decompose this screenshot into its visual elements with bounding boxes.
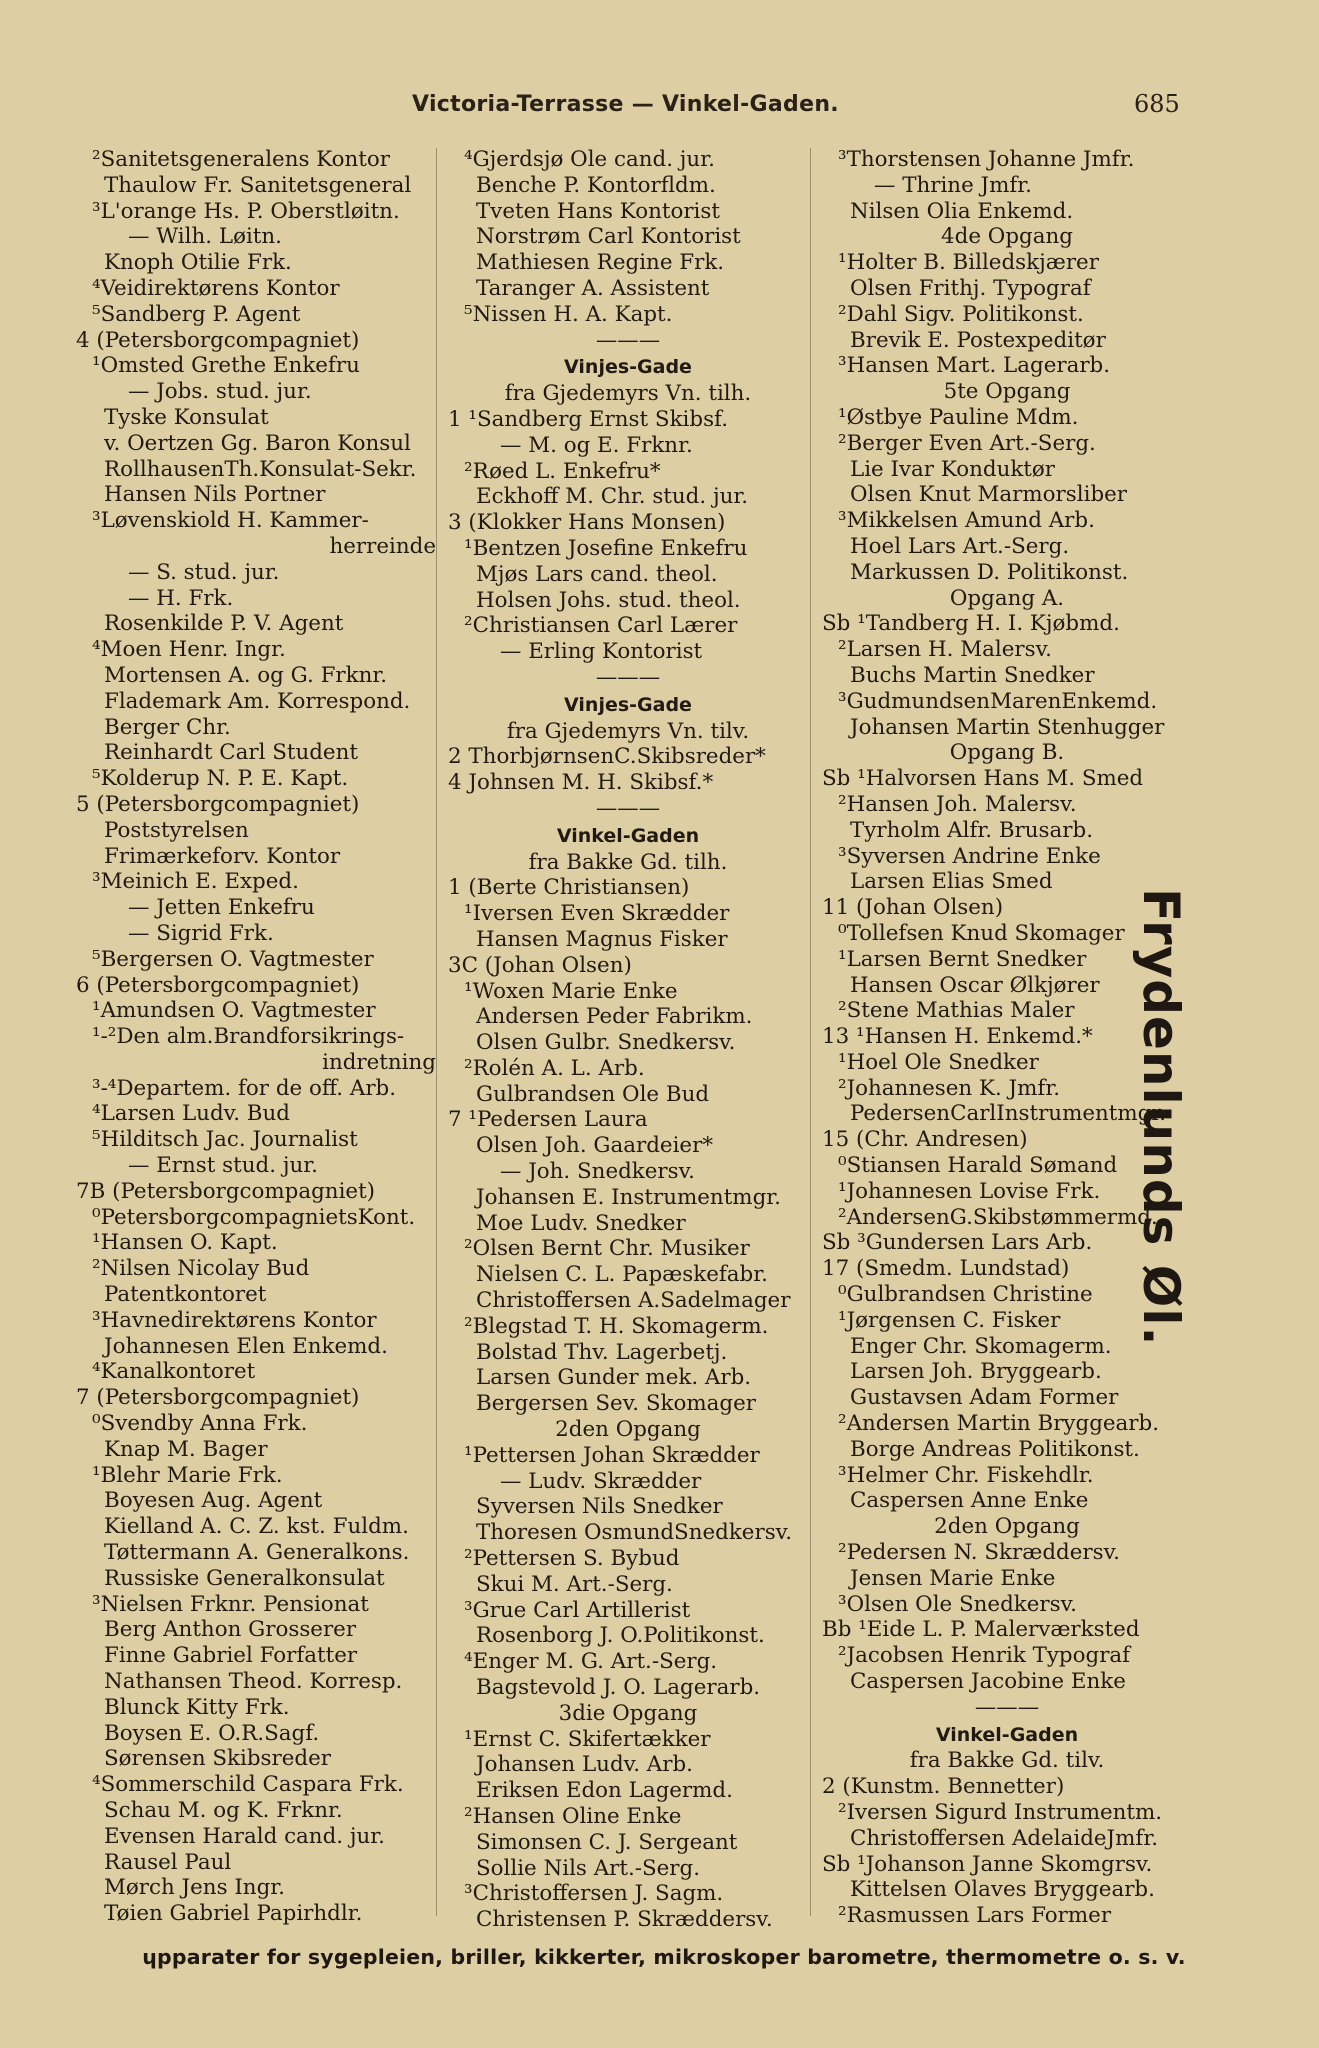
directory-line: ²Berger Even Art.-Serg. [838, 430, 1096, 456]
directory-line: — Sigrid Frk. [128, 920, 274, 946]
directory-line: Skui M. Art.-Serg. [476, 1571, 673, 1597]
directory-line: ¹Omsted Grethe Enkefru [92, 353, 360, 379]
directory-line: 1 ¹Sandberg Ernst Skibsf. [448, 406, 728, 432]
directory-line: Holsen Johs. stud. theol. [476, 587, 741, 613]
directory-line: Berger Chr. [104, 714, 231, 740]
directory-line: Markussen D. Politikonst. [850, 559, 1129, 585]
directory-line: Sb ¹Halvorsen Hans M. Smed [822, 766, 1144, 792]
directory-line: Vinkel-Gaden [556, 824, 700, 847]
directory-line: ⁴Moen Henr. Ingr. [92, 637, 286, 663]
directory-line: ⁵Nissen H. A. Kapt. [464, 301, 673, 327]
directory-line: ⁰Stiansen Harald Sømand [838, 1153, 1118, 1179]
directory-line: Tøien Gabriel Papirhdlr. [104, 1901, 363, 1927]
directory-line: ¹Johannesen Lovise Frk. [838, 1178, 1101, 1204]
directory-line: — M. og E. Frknr. [500, 432, 693, 458]
directory-line: ¹Hoel Ole Snedker [838, 1049, 1039, 1075]
directory-line: Caspersen Anne Enke [850, 1488, 1089, 1514]
directory-line: Syversen Nils Snedker [476, 1494, 723, 1520]
directory-line: ²Pettersen S. Bybud [464, 1546, 680, 1572]
directory-line: ²Røed L. Enkefru* [464, 458, 661, 484]
directory-line: ¹Holter B. Billedskjærer [838, 250, 1099, 276]
directory-line: ¹Jørgensen C. Fisker [838, 1307, 1061, 1333]
directory-line: ⁴Enger M. G. Art.-Serg. [464, 1649, 718, 1675]
directory-line: ¹Hansen O. Kapt. [92, 1230, 278, 1256]
directory-line: indretning [322, 1049, 436, 1075]
directory-line: Blunck Kitty Frk. [104, 1694, 290, 1720]
page-number: 685 [1134, 90, 1180, 118]
directory-line: Johansen E. Instrumentmgr. [476, 1184, 781, 1210]
directory-line: ²Olsen Bernt Chr. Musiker [464, 1236, 750, 1262]
directory-line: Moe Ludv. Snedker [476, 1210, 686, 1236]
directory-line: ²Christiansen Carl Lærer [464, 613, 738, 639]
directory-line: ——— [974, 1694, 1040, 1720]
directory-line: Thaulow Fr. Sanitetsgeneral [104, 172, 412, 198]
directory-line: Olsen Joh. Gaardeier* [476, 1133, 714, 1159]
directory-line: Nielsen C. L. Papæskefabr. [476, 1262, 768, 1288]
directory-line: Rosenkilde P. V. Agent [104, 611, 344, 637]
directory-line: 7 ¹Pedersen Laura [448, 1107, 648, 1133]
directory-line: 2 (Kunstm. Bennetter) [822, 1774, 1065, 1800]
directory-line: ³Syversen Andrine Enke [838, 843, 1101, 869]
directory-line: fra Gjedemyrs Vn. tilh. [504, 381, 752, 407]
directory-line: Kielland A. C. Z. kst. Fuldm. [104, 1514, 409, 1540]
directory-line: fra Bakke Gd. tilh. [528, 849, 728, 875]
directory-line: fra Bakke Gd. tilv. [909, 1748, 1105, 1774]
directory-line: ³Hansen Mart. Lagerarb. [838, 353, 1111, 379]
directory-line: ¹Østbye Pauline Mdm. [838, 404, 1079, 430]
directory-line: Lie Ivar Konduktør [850, 456, 1056, 482]
directory-line: 15 (Chr. Andresen) [822, 1127, 1028, 1153]
directory-line: Russiske Generalkonsulat [104, 1565, 385, 1591]
directory-line: Kittelsen Olaves Bryggearb. [850, 1877, 1155, 1903]
directory-line: ²Jacobsen Henrik Typograf [838, 1643, 1131, 1669]
directory-line: ³Mikkelsen Amund Arb. [838, 508, 1095, 534]
directory-line: Taranger A. Assistent [476, 275, 710, 301]
directory-line: ⁴Kanalkontoret [92, 1359, 256, 1385]
directory-line: Reinhardt Carl Student [104, 740, 358, 766]
column-divider-right [810, 148, 811, 1916]
directory-line: ⁴Larsen Ludv. Bud [92, 1101, 290, 1127]
directory-line: RollhausenTh.Konsulat-Sekr. [104, 456, 417, 482]
directory-line: Patentkontoret [104, 1282, 267, 1308]
directory-line: ³-⁴Departem. for de off. Arb. [92, 1075, 397, 1101]
directory-line: 3C (Johan Olsen) [448, 952, 632, 978]
column-middle [448, 147, 808, 1933]
directory-line: Caspersen Jacobine Enke [850, 1669, 1126, 1695]
directory-line: Johansen Martin Stenhugger [850, 714, 1165, 740]
directory-line: ³Grue Carl Artillerist [464, 1597, 691, 1623]
directory-line: ¹Woxen Marie Enke [464, 978, 678, 1004]
directory-line: Mørch Jens Ingr. [104, 1875, 285, 1901]
directory-line: 7 (Petersborgcompagniet) [76, 1385, 360, 1411]
directory-line: 2 ThorbjørnsenC.Skibsreder* [448, 744, 766, 770]
directory-line: 11 (Johan Olsen) [822, 895, 1004, 921]
directory-line: Sørensen Skibsreder [104, 1746, 331, 1772]
directory-line: ¹Blehr Marie Frk. [92, 1462, 283, 1488]
directory-line: Opgang A. [949, 585, 1065, 611]
directory-line: fra Gjedemyrs Vn. tilv. [506, 718, 750, 744]
directory-line: 2den Opgang [555, 1417, 701, 1443]
directory-line: Opgang B. [949, 740, 1065, 766]
directory-line: ²Nilsen Nicolay Bud [92, 1256, 310, 1282]
directory-line: — Wilh. Løitn. [128, 224, 282, 250]
directory-line: Bolstad Thv. Lagerbetj. [476, 1339, 728, 1365]
directory-line: ²Johannesen K. Jmfr. [838, 1075, 1061, 1101]
directory-line: Nilsen Olia Enkemd. [850, 198, 1074, 224]
directory-line: ²Rasmussen Lars Former [838, 1903, 1112, 1929]
directory-line: — Ludv. Skrædder [500, 1468, 702, 1494]
directory-line: Mortensen A. og G. Frknr. [104, 662, 388, 688]
directory-line: ²Dahl Sigv. Politikonst. [838, 301, 1084, 327]
directory-line: Rausel Paul [104, 1849, 232, 1875]
directory-line: Borge Andreas Politikonst. [850, 1436, 1140, 1462]
directory-line: Sb ¹Johanson Janne Skomgrsv. [822, 1851, 1153, 1877]
page-header [0, 92, 1319, 132]
directory-line: Sb ³Gundersen Lars Arb. [822, 1230, 1093, 1256]
directory-line: Sollie Nils Art.-Serg. [476, 1855, 701, 1881]
directory-line: ³Løvenskiold H. Kammer- [92, 508, 369, 534]
directory-line: ⁰PetersborgcompagnietsKont. [92, 1204, 416, 1230]
directory-line: 6 (Petersborgcompagniet) [76, 972, 360, 998]
directory-line: Bb ¹Eide L. P. Malerværksted [822, 1617, 1140, 1643]
directory-line: ⁰Gulbrandsen Christine [838, 1282, 1093, 1308]
directory-line: Benche P. Kontorfldm. [476, 172, 716, 198]
directory-line: Boysen E. O.R.Sagf. [104, 1720, 320, 1746]
directory-line: — Joh. Snedkersv. [500, 1159, 695, 1185]
directory-line: Larsen Gunder mek. Arb. [476, 1365, 752, 1391]
directory-line: Vinkel-Gaden [935, 1723, 1079, 1746]
directory-line: herreinde [329, 533, 436, 559]
directory-line: 7B (Petersborgcompagniet) [76, 1178, 376, 1204]
directory-line: Hoel Lars Art.-Serg. [850, 533, 1070, 559]
directory-line: Thoresen OsmundSnedkersv. [476, 1520, 793, 1546]
directory-line: Hansen Nils Portner [104, 482, 326, 508]
directory-line: Gulbrandsen Ole Bud [476, 1081, 710, 1107]
directory-line: — Erling Kontorist [500, 639, 703, 665]
directory-line: PedersenCarlInstrumentmgr. [850, 1101, 1167, 1127]
directory-line: ¹Iversen Even Skrædder [464, 901, 730, 927]
directory-line: Olsen Gulbr. Snedkersv. [476, 1030, 736, 1056]
directory-line: 1 (Berte Christiansen) [448, 875, 690, 901]
directory-line: Bergersen Sev. Skomager [476, 1391, 756, 1417]
directory-line: Larsen Elias Smed [850, 869, 1053, 895]
directory-line: ²Sanitetsgeneralens Kontor [92, 147, 391, 172]
directory-line: Buchs Martin Snedker [850, 662, 1095, 688]
directory-line: Norstrøm Carl Kontorist [476, 224, 741, 250]
directory-line: Tyske Konsulat [104, 404, 269, 430]
directory-line: Christensen P. Skræddersv. [476, 1907, 773, 1933]
directory-line: ³Olsen Ole Snedkersv. [838, 1591, 1077, 1617]
directory-line: ⁵Bergersen O. Vagtmester [92, 946, 374, 972]
directory-line: ³Christoffersen J. Sagm. [464, 1881, 724, 1907]
directory-line: ¹Bentzen Josefine Enkefru [464, 535, 748, 561]
directory-line: ³Thorstensen Johanne Jmfr. [838, 147, 1135, 172]
directory-line: ²AndersenG.Skibstømmermd. [838, 1204, 1158, 1230]
directory-line: Brevik E. Postexpeditør [850, 327, 1106, 353]
directory-line: Vinjes-Gade [564, 356, 692, 379]
directory-line: Nathansen Theod. Korresp. [104, 1669, 403, 1695]
directory-line: ²Hansen Oline Enke [464, 1804, 682, 1829]
directory-line: Tøttermann A. Generalkons. [104, 1540, 410, 1566]
directory-line: Johannesen Elen Enkemd. [104, 1333, 388, 1359]
directory-line: Tveten Hans Kontorist [476, 198, 720, 224]
directory-line: ⁰Tollefsen Knud Skomager [838, 920, 1125, 946]
directory-line: ⁰Svendby Anna Frk. [92, 1411, 308, 1437]
directory-line: v. Oertzen Gg. Baron Konsul [104, 430, 411, 456]
directory-line: Simonsen C. J. Sergeant [476, 1829, 738, 1855]
directory-line: Evensen Harald cand. jur. [104, 1823, 385, 1849]
directory-line: ²Hansen Joh. Malersv. [838, 791, 1077, 817]
directory-line: Hansen Magnus Fisker [476, 926, 728, 952]
directory-line: ³L'orange Hs. P. Oberstløitn. [92, 198, 400, 224]
directory-line: Vinjes-Gade [564, 693, 692, 716]
directory-line: ⁴Gjerdsjø Ole cand. jur. [464, 147, 715, 172]
directory-line: 4 (Petersborgcompagniet) [76, 327, 360, 353]
directory-line: Poststyrelsen [104, 817, 249, 843]
directory-line: Mjøs Lars cand. theol. [476, 561, 718, 587]
directory-line: Eckhoff M. Chr. stud. jur. [476, 484, 749, 510]
side-advertisement: Frydenlunds Øl. [1132, 888, 1190, 1347]
directory-line: 3 (Klokker Hans Monsen) [448, 510, 726, 536]
directory-line: ²Andersen Martin Bryggearb. [838, 1411, 1160, 1437]
directory-line: Jensen Marie Enke [850, 1565, 1056, 1591]
directory-line: ²Rolén A. L. Arb. [464, 1055, 645, 1081]
directory-line: 4de Opgang [941, 224, 1073, 250]
directory-line: Boyesen Aug. Agent [104, 1488, 323, 1514]
directory-line: 2den Opgang [934, 1514, 1080, 1540]
directory-line: Christoffersen A.Sadelmager [476, 1288, 791, 1314]
directory-line: Rosenborg J. O.Politikonst. [476, 1623, 765, 1649]
directory-line: ——— [595, 664, 661, 690]
directory-line: ⁴Veidirektørens Kontor [92, 275, 340, 301]
directory-line: ⁵Sandberg P. Agent [92, 301, 301, 327]
directory-line: ²Iversen Sigurd Instrumentm. [838, 1800, 1163, 1825]
directory-line: ⁵Kolderup N. P. E. Kapt. [92, 766, 349, 792]
directory-line: Hansen Oscar Ølkjører [850, 972, 1100, 998]
directory-line: — Jetten Enkefru [128, 895, 315, 921]
directory-line: Christoffersen AdelaideJmfr. [850, 1825, 1158, 1851]
directory-line: ¹Pettersen Johan Skrædder [464, 1442, 760, 1468]
directory-line: ²Pedersen N. Skræddersv. [838, 1540, 1120, 1566]
directory-line: Tyrholm Alfr. Brusarb. [850, 817, 1094, 843]
directory-line: ¹-²Den alm.Brandforsikrings- [92, 1024, 405, 1050]
directory-line: Andersen Peder Fabrikm. [476, 1004, 753, 1030]
directory-line: 17 (Smedm. Lundstad) [822, 1256, 1070, 1282]
directory-line: ³Havnedirektørens Kontor [92, 1307, 377, 1333]
directory-line: Eriksen Edon Lagermd. [476, 1778, 733, 1804]
directory-line: ²Stene Mathias Maler [838, 998, 1075, 1024]
directory-line: Frimærkeforv. Kontor [104, 843, 341, 869]
directory-line: 5te Opgang [943, 379, 1071, 405]
directory-line: 13 ¹Hansen H. Enkemd.* [822, 1024, 1093, 1050]
directory-line: ³GudmundsenMarenEnkemd. [838, 688, 1158, 714]
directory-line: Bagstevold J. O. Lagerarb. [476, 1675, 761, 1701]
directory-line: ³Nielsen Frknr. Pensionat [92, 1591, 369, 1617]
directory-line: ¹Ernst C. Skifertækker [464, 1726, 711, 1752]
directory-line: ¹Amundsen O. Vagtmester [92, 998, 376, 1024]
directory-line: Knap M. Bager [104, 1436, 268, 1462]
directory-line: Enger Chr. Skomagerm. [850, 1333, 1112, 1359]
directory-line: Olsen Knut Marmorsliber [850, 482, 1128, 508]
directory-line: Larsen Joh. Bryggearb. [850, 1359, 1102, 1385]
directory-line: — H. Frk. [128, 585, 234, 611]
directory-line: ⁴Sommerschild Caspara Frk. [92, 1772, 404, 1798]
directory-line: Gustavsen Adam Former [850, 1385, 1119, 1411]
directory-line: ⁵Hilditsch Jac. Journalist [92, 1127, 358, 1153]
column-divider-left [436, 148, 437, 1916]
footer-advertisement: ɥpparater for sygepleien, briller, kikkerter, mikroskoper barometre, thermometre o. s. v. [142, 1945, 1186, 1969]
directory-line: Mathiesen Regine Frk. [476, 250, 725, 276]
directory-line: Flademark Am. Korrespond. [104, 688, 411, 714]
directory-line: — S. stud. jur. [128, 559, 280, 585]
directory-line: — Thrine Jmfr. [874, 172, 1032, 198]
column-left [76, 147, 436, 1927]
directory-line: ¹Larsen Bernt Snedker [838, 946, 1087, 972]
directory-line: Schau M. og K. Frknr. [104, 1798, 343, 1823]
directory-line: Finne Gabriel Forfatter [104, 1643, 358, 1669]
directory-line: ——— [595, 327, 661, 353]
directory-line: ³Meinich E. Exped. [92, 869, 299, 895]
directory-line: ³Helmer Chr. Fiskehdlr. [838, 1462, 1094, 1488]
directory-line: ²Larsen H. Malersv. [838, 637, 1052, 663]
directory-line: Knoph Otilie Frk. [104, 250, 292, 276]
directory-line: Olsen Frithj. Typograf [850, 275, 1091, 301]
directory-line: 5 (Petersborgcompagniet) [76, 791, 360, 817]
page-title: Victoria-Terrasse — Vinkel-Gaden. [412, 92, 839, 117]
directory-line: Berg Anthon Grosserer [104, 1617, 357, 1643]
directory-line: Johansen Ludv. Arb. [476, 1752, 693, 1778]
directory-line: Sb ¹Tandberg H. I. Kjøbmd. [822, 611, 1120, 637]
directory-line: — Jobs. stud. jur. [128, 379, 312, 405]
directory-line: — Ernst stud. jur. [128, 1153, 318, 1179]
directory-line: ——— [595, 795, 661, 821]
directory-line: ²Blegstad T. H. Skomagerm. [464, 1313, 769, 1339]
directory-line: 3die Opgang [558, 1700, 698, 1726]
directory-line: 4 Johnsen M. H. Skibsf.* [448, 770, 714, 796]
